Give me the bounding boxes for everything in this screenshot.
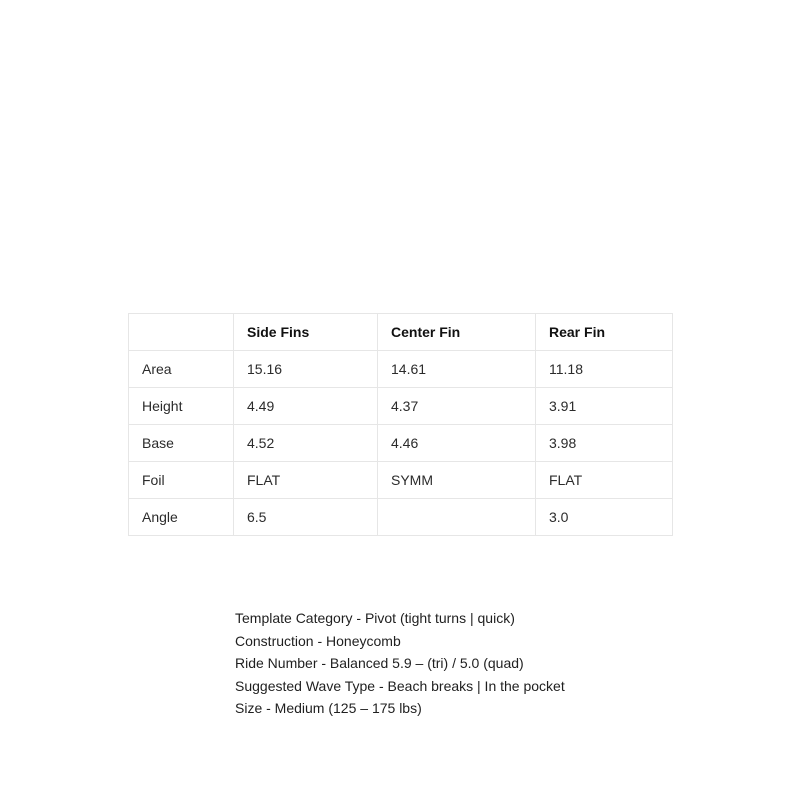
row-label: Height bbox=[129, 388, 234, 425]
detail-template-category: Template Category - Pivot (tight turns | quick) bbox=[235, 610, 515, 626]
cell-rear-fin: 3.98 bbox=[536, 425, 673, 462]
cell-center-fin bbox=[378, 499, 536, 536]
table-header-rear-fin: Rear Fin bbox=[536, 314, 673, 351]
cell-center-fin: SYMM bbox=[378, 462, 536, 499]
row-label: Foil bbox=[129, 462, 234, 499]
detail-wave-type: Suggested Wave Type - Beach breaks | In the pocket bbox=[235, 677, 565, 694]
table-header-empty bbox=[129, 314, 234, 351]
table-row-height bbox=[129, 388, 673, 425]
cell-side-fins: FLAT bbox=[234, 462, 378, 499]
cell-center-fin: 14.61 bbox=[378, 351, 536, 388]
cell-rear-fin: FLAT bbox=[536, 462, 673, 499]
table-row-angle bbox=[129, 499, 673, 536]
cell-rear-fin: 3.91 bbox=[536, 388, 673, 425]
cell-rear-fin: 11.18 bbox=[536, 351, 673, 388]
detail-ride-number: Ride Number - Balanced 5.9 – (tri) / 5.0 (quad) bbox=[235, 655, 524, 671]
table-row-foil bbox=[129, 462, 673, 499]
detail-construction: Construction - Honeycomb bbox=[235, 632, 401, 649]
row-label: Area bbox=[129, 351, 234, 388]
cell-side-fins: 4.52 bbox=[234, 425, 378, 462]
cell-rear-fin: 3.0 bbox=[536, 499, 673, 536]
row-label: Base bbox=[129, 425, 234, 462]
table-header-center-fin: Center Fin bbox=[378, 314, 536, 351]
fin-details-list bbox=[235, 607, 565, 720]
detail-size: Size - Medium (125 – 175 lbs) bbox=[235, 700, 422, 716]
table-header-side-fins: Side Fins bbox=[234, 314, 378, 351]
cell-side-fins: 15.16 bbox=[234, 351, 378, 388]
cell-center-fin: 4.37 bbox=[378, 388, 536, 425]
cell-center-fin: 4.46 bbox=[378, 425, 536, 462]
cell-side-fins: 4.49 bbox=[234, 388, 378, 425]
row-label: Angle bbox=[129, 499, 234, 536]
cell-side-fins: 6.5 bbox=[234, 499, 378, 536]
table-row-base bbox=[129, 425, 673, 462]
table-row-area bbox=[129, 351, 673, 388]
fin-spec-table bbox=[128, 313, 673, 536]
table-header-row bbox=[129, 314, 673, 351]
